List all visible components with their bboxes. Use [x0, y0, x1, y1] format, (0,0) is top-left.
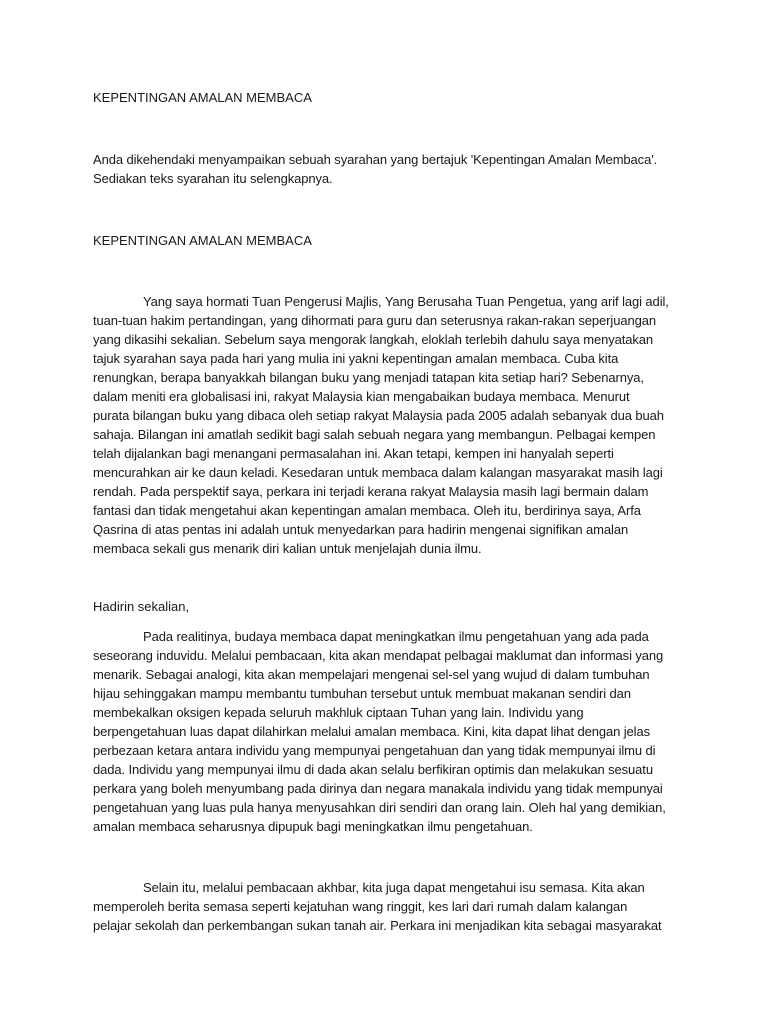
paragraph-line: pengetahuan yang luas pula hanya menyusahkan diri sendiri dan orang lain. Oleh hal yang demikian,: [93, 800, 666, 815]
paragraph-line: tajuk syarahan saya pada hari yang mulia ini yakni kepentingan amalan membaca. Cuba kita: [93, 351, 619, 366]
paragraph-line: pelajar sekolah dan perkembangan sukan tanah air. Perkara ini menjadikan kita sebagai masyarakat: [93, 918, 662, 933]
instruction-line: Sediakan teks syarahan itu selengkapnya.: [93, 171, 333, 186]
paragraph-line: Yang saya hormati Tuan Pengerusi Majlis, Yang Berusaha Tuan Pengetua, yang arif lagi adil,: [143, 294, 669, 309]
paragraph-line: purata bilangan buku yang dibaca oleh setiap rakyat Malaysia pada 2005 adalah sebanyak dua buah: [93, 408, 664, 423]
paragraph-line: perkara yang boleh menyumbang pada dirinya dan negara manakala individu yang tidak mempunyai: [93, 781, 663, 796]
paragraph-line: membaca sekali gus menarik diri kalian untuk menjelajah dunia ilmu.: [93, 541, 482, 556]
paragraph-line: hijau sehinggakan mampu membantu tumbuhan tersebut untuk membuat makanan sendiri dan: [93, 686, 631, 701]
paragraph-opening: [93, 292, 673, 558]
paragraph-line: berpengetahuan luas dapat dilahirkan melalui amalan membaca. Kini, kita dapat lihat dengan jelas: [93, 724, 650, 739]
paragraph-line: memperoleh berita semasa seperti kejatuhan wang ringgit, kes lari dari rumah dalam kalangan: [93, 899, 628, 914]
paragraph-line: menarik. Sebagai analogi, kita akan mempelajari mengenai sel-sel yang wujud di dalam tumbuhan: [93, 667, 650, 682]
paragraph-line: Qasrina di atas pentas ini adalah untuk menyedarkan para hadirin mengenai signifikan amalan: [93, 522, 629, 537]
paragraph-line: membekalkan oksigen kepada seluruh makhluk ciptaan Tuhan yang lain. Individu yang: [93, 705, 584, 720]
paragraph-line: rendah. Pada perspektif saya, perkara ini terjadi kerana rakyat Malaysia masih lagi bermain dalam: [93, 484, 649, 499]
paragraph-line: amalan membaca seharusnya dipupuk bagi meningkatkan ilmu pengetahuan.: [93, 819, 533, 834]
paragraph-line: dada. Individu yang mempunyai ilmu di dada akan selalu berfikiran optimis dan melakukan sesuatu: [93, 762, 653, 777]
paragraph-line: seseorang induvidu. Melalui pembacaan, kita akan mendapat pelbagai maklumat dan informasi yang: [93, 648, 664, 663]
greeting: Hadirin sekalian,: [93, 599, 190, 614]
paragraph-line: Pada realitinya, budaya membaca dapat meningkatkan ilmu pengetahuan yang ada pada: [143, 629, 649, 644]
paragraph-line: sahaja. Bilangan ini amatlah sedikit bagi salah sebuah negara yang membangun. Pelbagai kempen: [93, 427, 656, 442]
paragraph-newspaper: [93, 878, 673, 935]
document-title: KEPENTINGAN AMALAN MEMBACA: [93, 90, 312, 105]
instruction-text: [93, 150, 673, 188]
paragraph-line: renungkan, berapa banyakkah bilangan buku yang menjadi tatapan kita setiap hari? Sebenarnya,: [93, 370, 644, 385]
paragraph-line: mencurahkan air ke daun keladi. Kesedaran untuk membaca dalam kalangan masyarakat masih lagi: [93, 465, 663, 480]
paragraph-line: yang dikasihi sekalian. Sebelum saya mengorak langkah, eloklah terlebih dahulu saya menyatakan: [93, 332, 654, 347]
paragraph-line: fantasi dan tidak mengetahui akan kepentingan amalan membaca. Oleh itu, berdirinya saya, Arfa: [93, 503, 641, 518]
paragraph-line: Selain itu, melalui pembacaan akhbar, kita juga dapat mengetahui isu semasa. Kita akan: [143, 880, 645, 895]
paragraph-line: dalam meniti era globalisasi ini, rakyat Malaysia kian mengabaikan budaya membaca. Menurut: [93, 389, 630, 404]
speech-title: KEPENTINGAN AMALAN MEMBACA: [93, 233, 312, 248]
paragraph-line: telah dijalankan bagi menangani permasalahan ini. Akan tetapi, kempen ini hanyalah seperti: [93, 446, 614, 461]
instruction-line: Anda dikehendaki menyampaikan sebuah syarahan yang bertajuk 'Kepentingan Amalan Membaca'.: [93, 152, 658, 167]
paragraph-line: perbezaan ketara antara individu yang mempunyai pengetahuan dan yang tidak mempunyai ilmu di: [93, 743, 656, 758]
paragraph-reality: [93, 627, 673, 836]
paragraph-line: tuan-tuan hakim pertandingan, yang dihormati para guru dan seterusnya rakan-rakan seperjuangan: [93, 313, 656, 328]
